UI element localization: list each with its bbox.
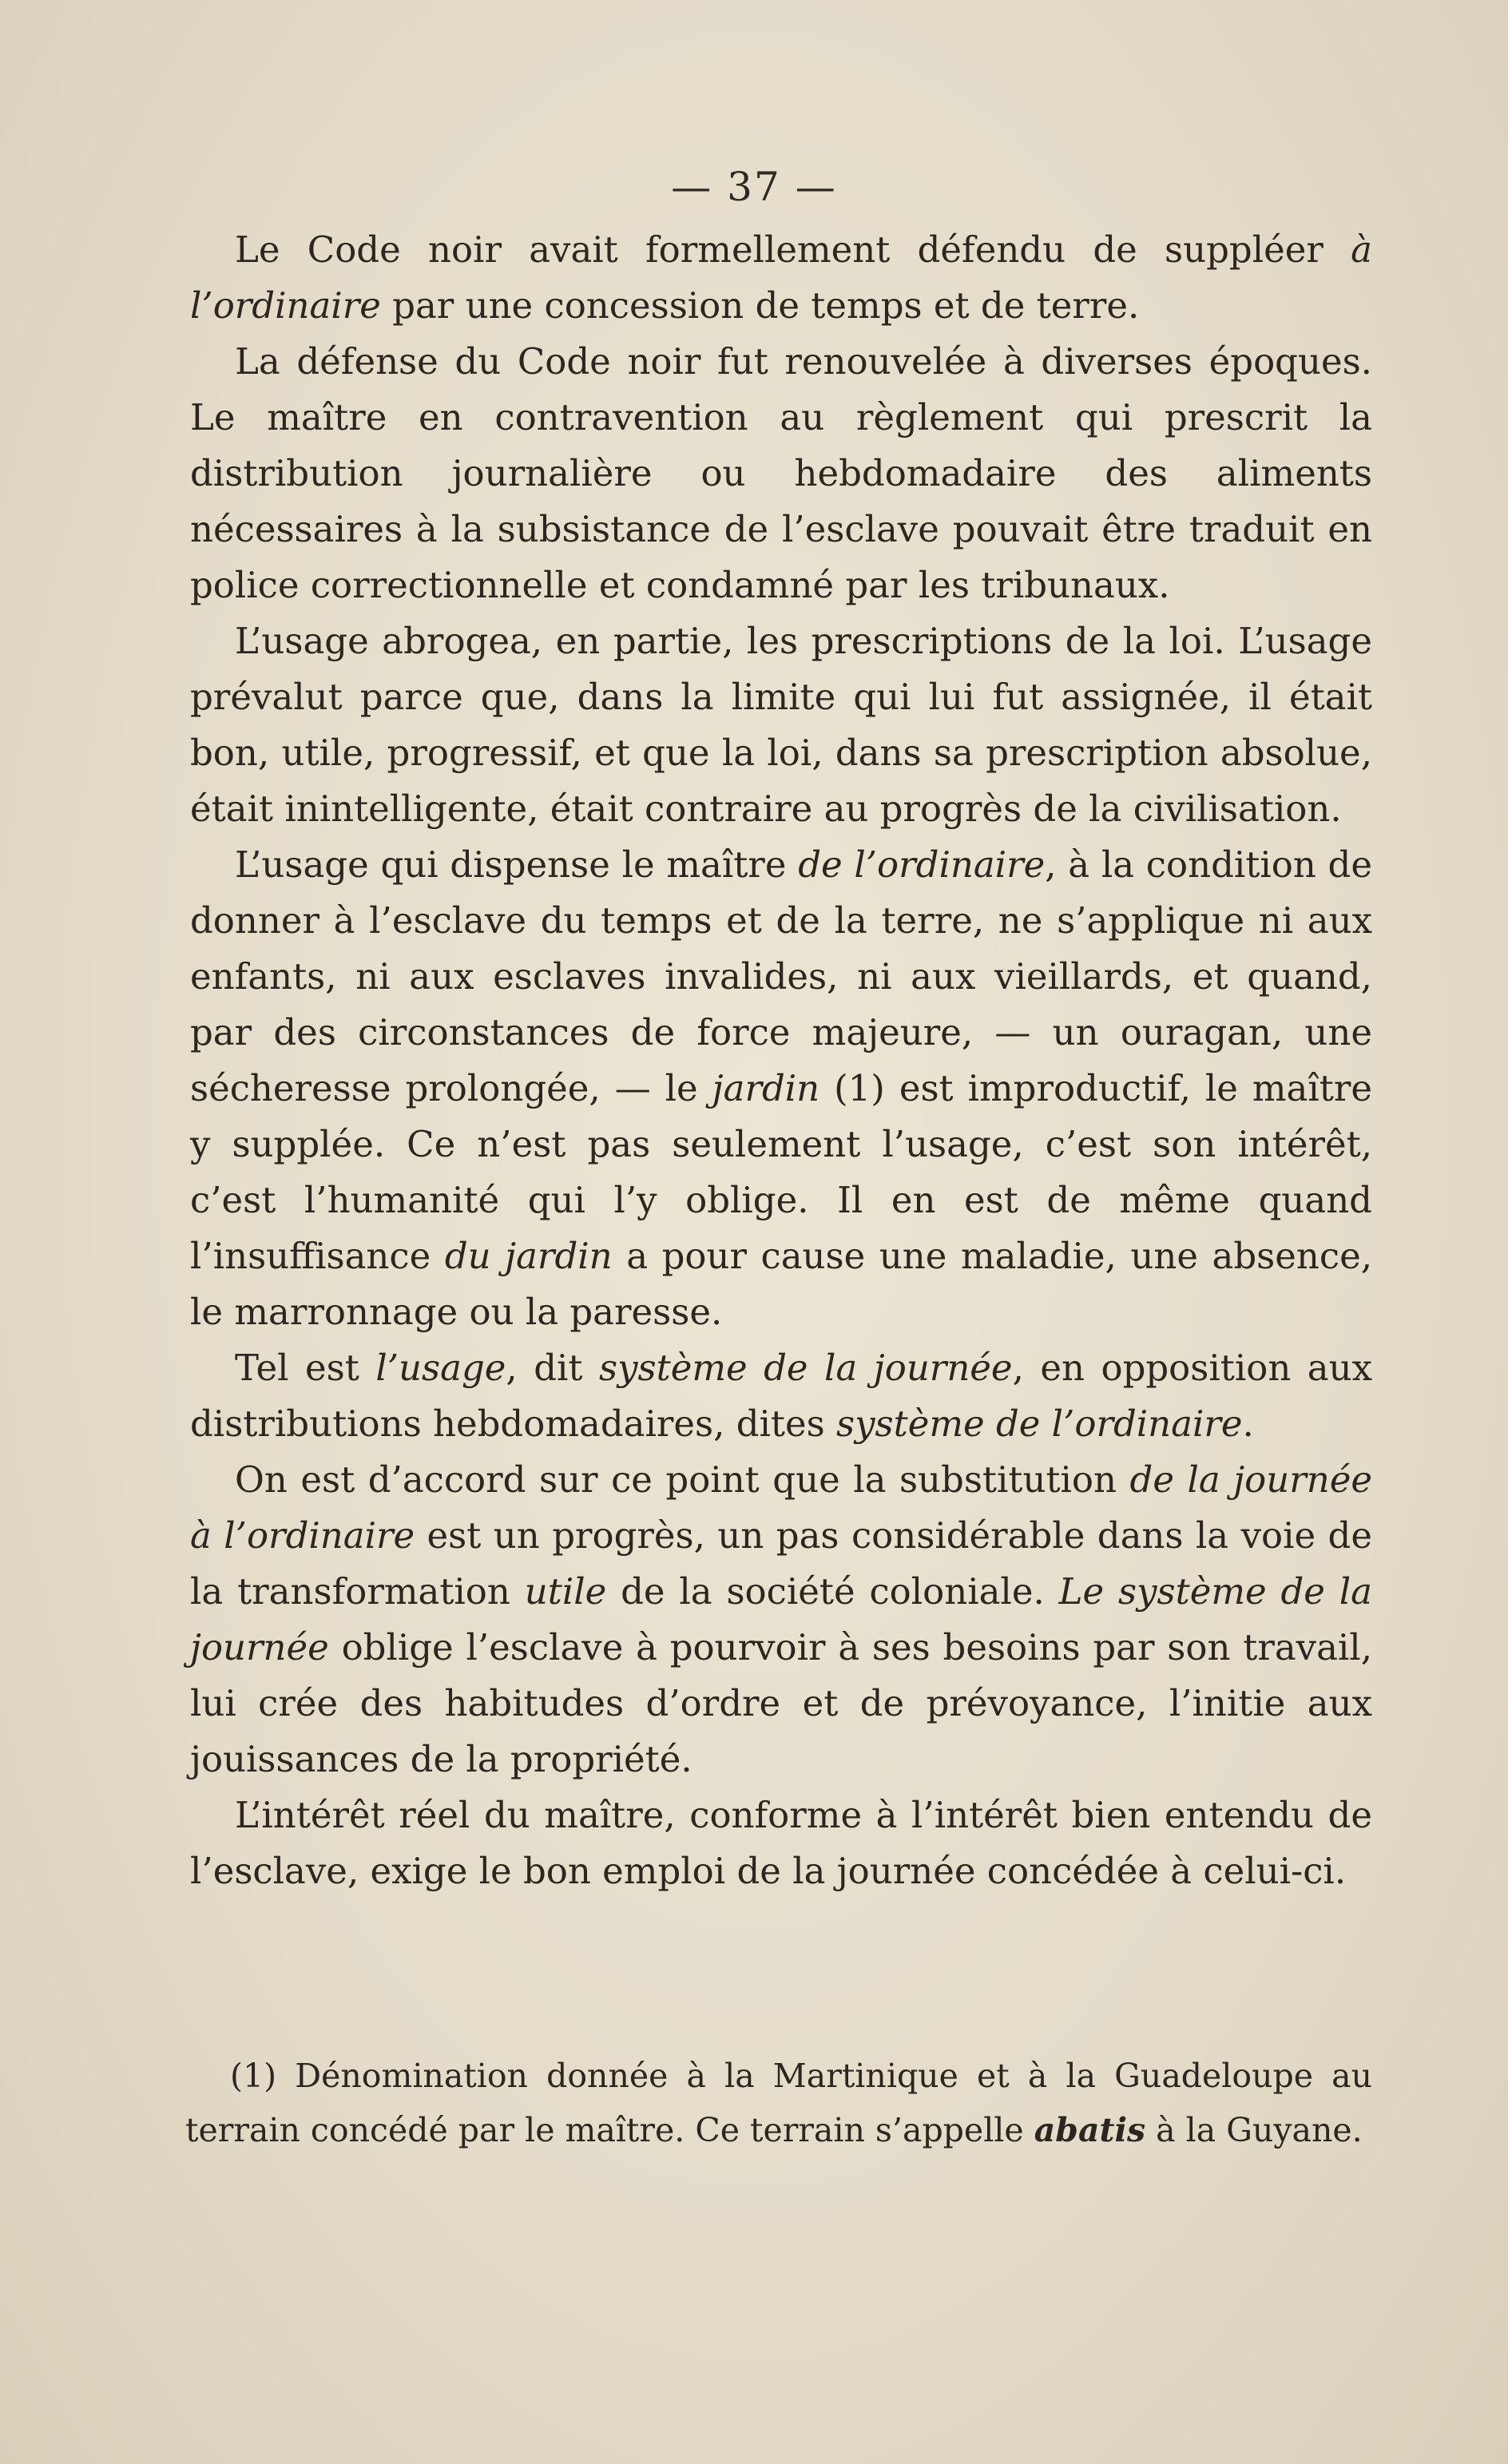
bold-text: abatis (1034, 2111, 1146, 2149)
body-text (190, 222, 1372, 1899)
italic-text: du jardin (444, 1235, 613, 1277)
text-run: , à la condition de donner à l’esclave du temps et de la terre, ne s’applique ni aux enfants, ni aux esclaves invalides, ni aux vieillards, et quand, par des circonstances de force majeure, — un ouragan, une sécheresse prolongée, — le (190, 843, 1372, 1109)
text-run: Tel est (235, 1347, 376, 1389)
paragraph (190, 1452, 1372, 1787)
footnote-paragraph (185, 2049, 1372, 2157)
italic-text: jardin (712, 1067, 820, 1109)
paragraph (190, 1340, 1372, 1452)
text-run: (1) est improductif, le maître y supplée. Ce n’est pas seulement l’usage, c’est son intérêt, c’est l’humanité qui l’y oblige. Il en est de même quand l’insuffisance (190, 1067, 1372, 1277)
paragraph (190, 837, 1372, 1340)
italic-text: à l’ordinaire (190, 228, 1372, 327)
text-run: (1) Dénomination donnée à la Martinique et à la Guadeloupe au terrain concédé par le maître. Ce terrain s’appelle (185, 2057, 1372, 2149)
italic-text: utile (524, 1570, 607, 1613)
italic-text: l’usage (375, 1347, 506, 1389)
paragraph (190, 334, 1372, 613)
text-run: , dit (506, 1347, 599, 1389)
text-run: L’intérêt réel du maître, conforme à l’intérêt bien entendu de l’esclave, exige le bon emploi de la journée concédée à celui-ci. (190, 1794, 1372, 1892)
paragraph (190, 1787, 1372, 1899)
text-run: de la société coloniale. (606, 1570, 1059, 1613)
text-run: L’usage qui dispense le maître (235, 843, 799, 886)
italic-text: Le système de la journée (190, 1570, 1372, 1668)
text-run: . (1242, 1403, 1254, 1445)
text-run: est un progrès, un pas considérable dans la voie de la transformation (190, 1514, 1372, 1613)
paragraph (190, 222, 1372, 334)
text-run: La défense du Code noir fut renouvelée à diverses époques. Le maître en contravention au règlement qui prescrit la distribution journalière ou hebdomadaire des aliments nécessaires à la subsistance de l’esclave pouvait être traduit en police correctionnelle et condamné par les tribunaux. (190, 340, 1372, 606)
italic-text: de l’ordinaire (798, 843, 1046, 886)
italic-text: système de la journée (599, 1347, 1013, 1389)
text-run: L’usage abrogea, en partie, les prescriptions de la loi. L’usage prévalut parce que, dans la limite qui lui fut assignée, il était bon, utile, progressif, et que la loi, dans sa prescription absolue, était inintelligente, était contraire au progrès de la civilisation. (190, 620, 1372, 830)
text-run: a pour cause une maladie, une absence, le marronnage ou la paresse. (190, 1235, 1372, 1333)
footnote (185, 2049, 1372, 2157)
paragraph (190, 613, 1372, 837)
page-number: — 37 — (671, 164, 837, 210)
text-run: Le Code noir avait formellement défendu de suppléer (235, 228, 1351, 271)
text-run: par une concession de temps et de terre. (380, 284, 1140, 327)
text-run: à la Guyane. (1145, 2111, 1363, 2149)
italic-text: de la journée à l’ordinaire (190, 1458, 1372, 1557)
text-run: On est d’accord sur ce point que la substitution (235, 1458, 1130, 1501)
italic-text: système de l’ordinaire (836, 1403, 1243, 1445)
text-run: , en opposition aux distributions hebdomadaires, dites (190, 1347, 1372, 1445)
text-run: oblige l’esclave à pourvoir à ses besoins par son travail, lui crée des habitudes d’ordre et de prévoyance, l’initie aux jouissances de la propriété. (190, 1626, 1372, 1780)
